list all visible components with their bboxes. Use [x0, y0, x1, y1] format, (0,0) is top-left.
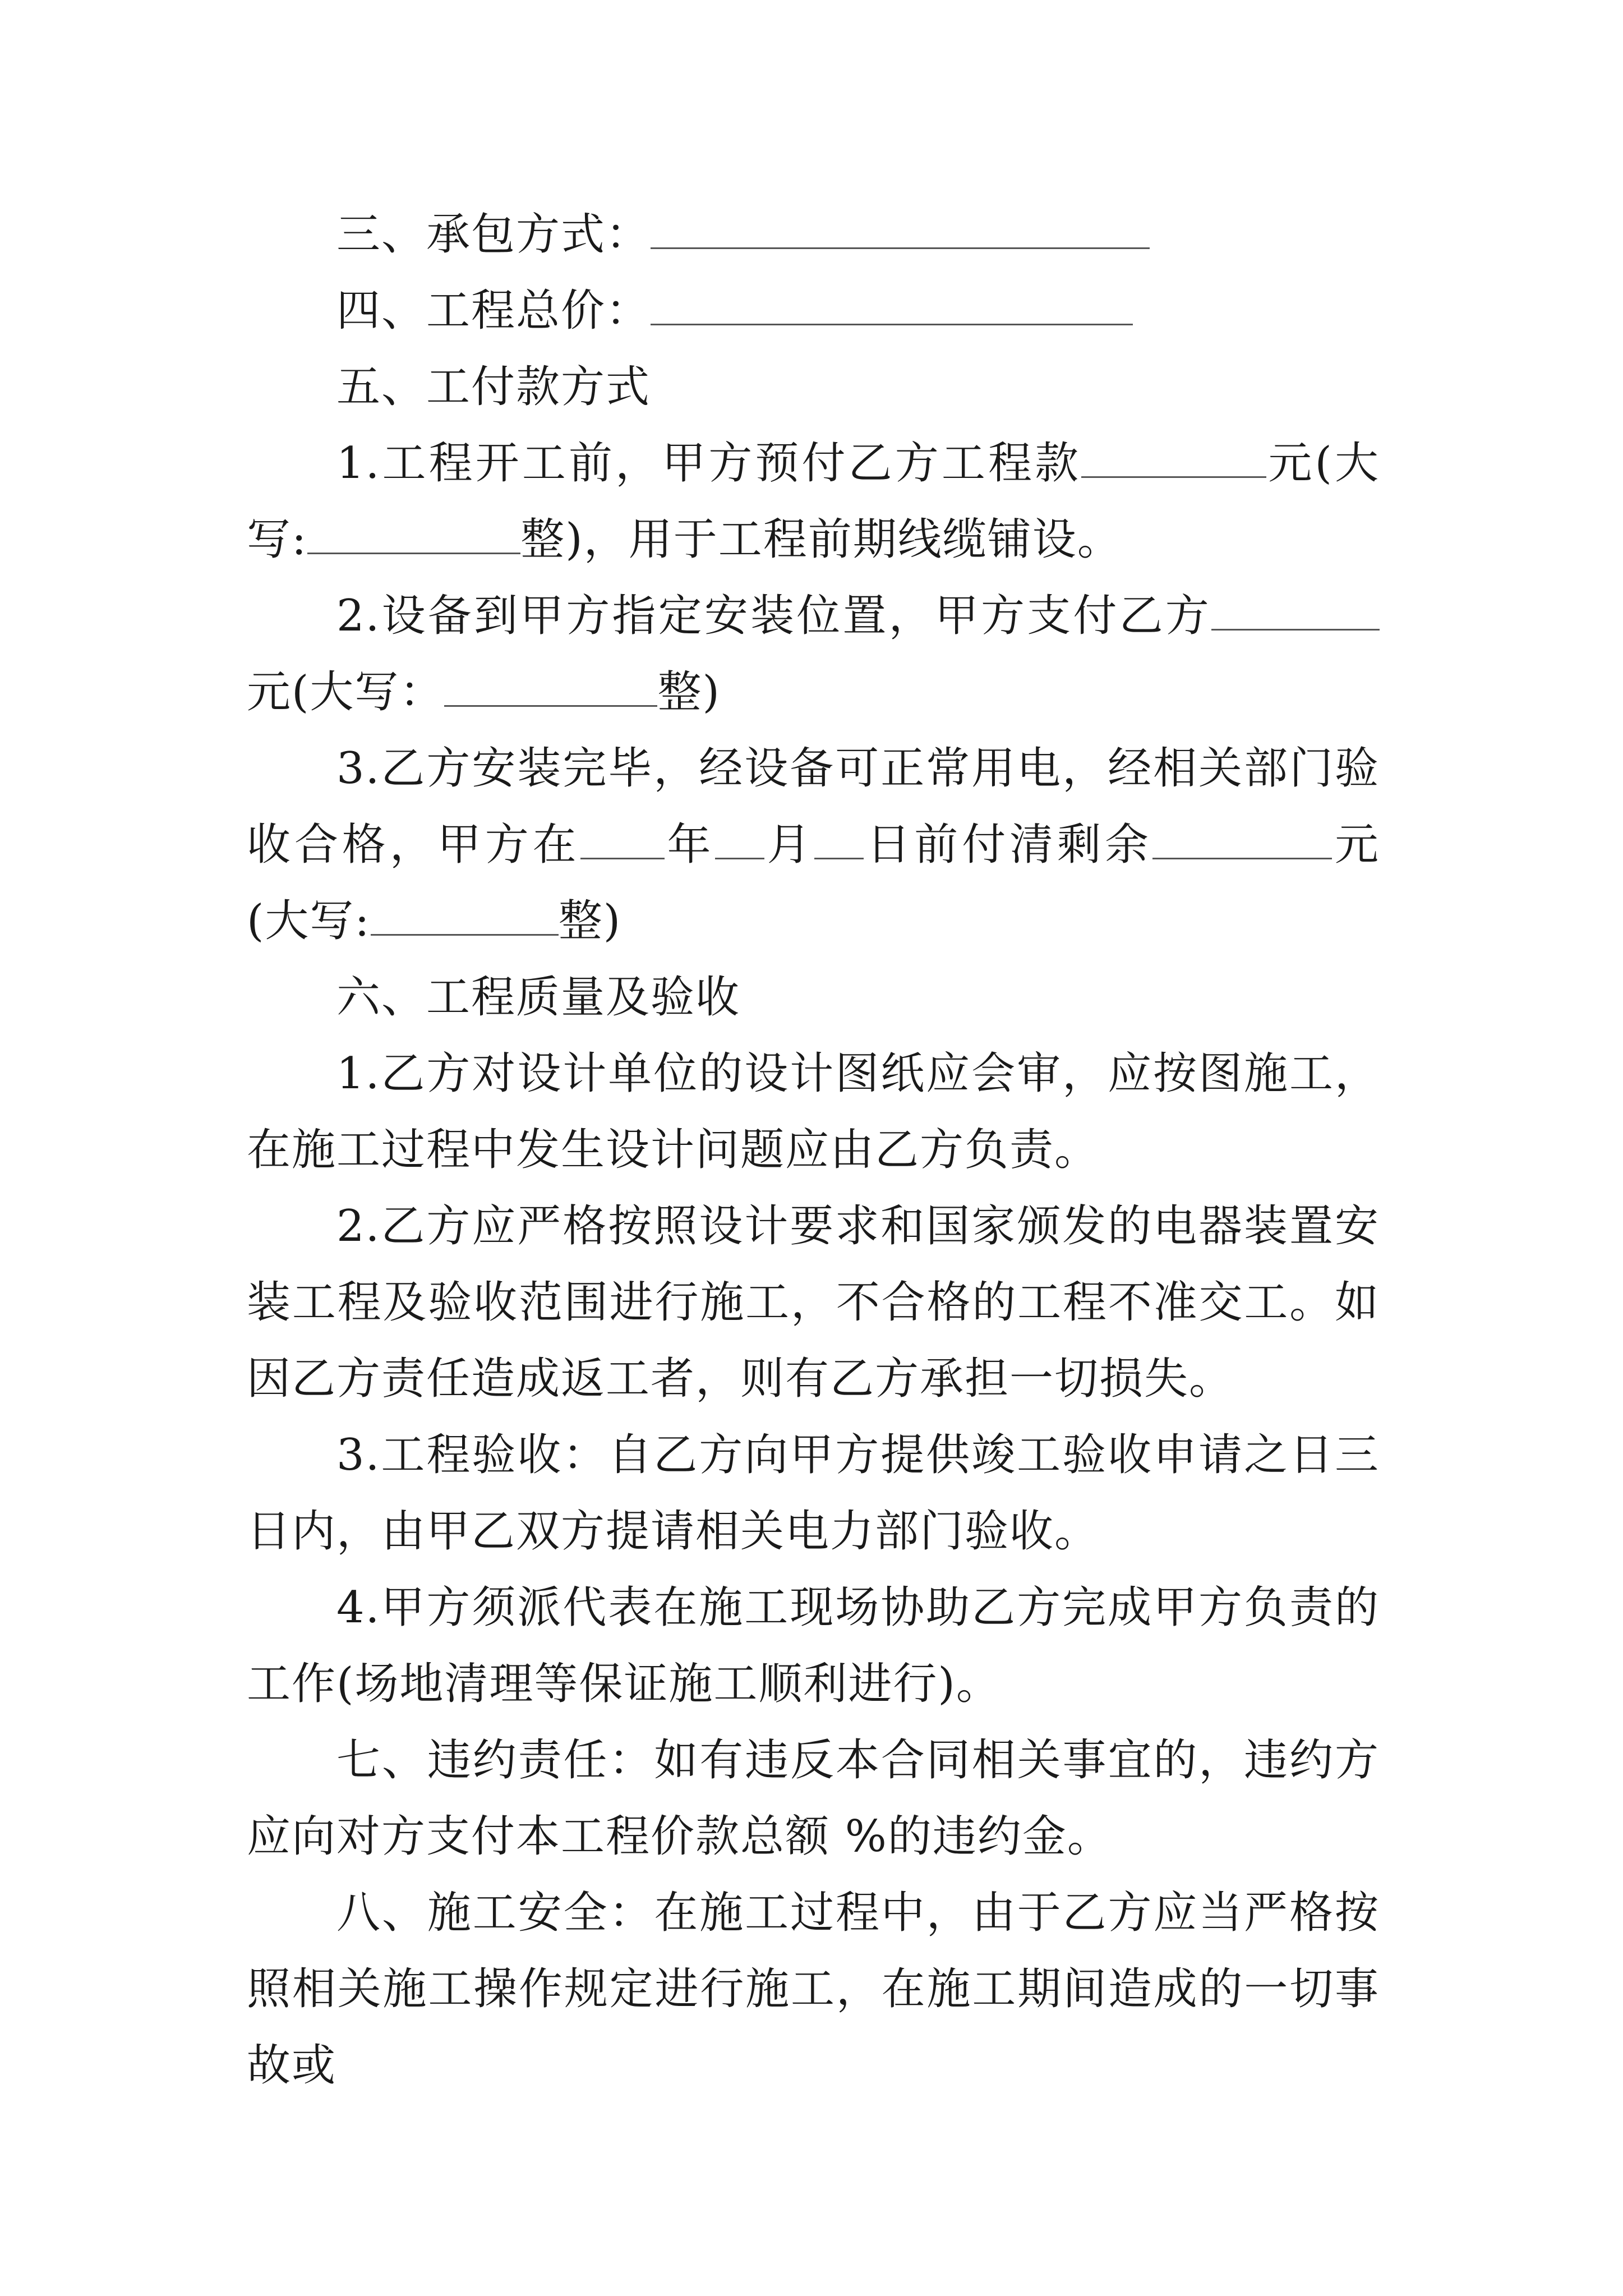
payment-1-text: 1.工程开工前，甲方预付乙方工程款	[336, 438, 1082, 489]
paragraph-quality-heading	[247, 959, 1380, 1036]
paragraph-quality-1	[247, 1036, 1380, 1188]
quality-1-text: 1.乙方对设计单位的设计图纸应会审，应按图施工，在施工过程中发生设计问题应由乙方负责。	[247, 1048, 1380, 1175]
payment-1-unit: 元(大写:	[247, 438, 1380, 565]
payment-2-tail: 整)	[657, 667, 721, 717]
payment-3-month-blank	[715, 817, 764, 859]
quality-2-text: 2.乙方应严格按照设计要求和国家颁发的电器装置安装工程及验收范围进行施工，不合格的工程不准交工。如因乙方责任造成返工者，则有乙方承担一切损失。	[247, 1201, 1380, 1404]
payment-2-amount-blank	[1211, 588, 1380, 631]
quality-heading: 六、工程质量及验收	[336, 972, 741, 1023]
paragraph-quality-2	[247, 1188, 1380, 1417]
quality-4-text: 4.甲方须派代表在施工现场协助乙方完成甲方负责的工作(场地清理等保证施工顺利进行)。	[247, 1582, 1380, 1709]
paragraph-payment-1	[247, 425, 1380, 578]
payment-1-words-blank	[307, 512, 520, 554]
paragraph-contract-method	[247, 196, 1380, 273]
contract-body	[247, 196, 1380, 2104]
paragraph-quality-4	[247, 1570, 1380, 1722]
payment-2-unit: 元(大写：	[247, 667, 445, 717]
total-price-blank	[651, 283, 1133, 325]
contract-method-blank	[651, 207, 1150, 249]
paragraph-safety	[247, 1875, 1380, 2104]
payment-3-tail: 整)	[558, 896, 622, 946]
payment-2-words-blank	[444, 665, 657, 707]
contract-method-label: 三、承包方式：	[336, 209, 651, 260]
paragraph-payment-3	[247, 730, 1380, 959]
payment-3-unit: 元(大写:	[247, 820, 1380, 946]
quality-3-text: 3.工程验收：自乙方向甲方提供竣工验收申请之日三日内，由甲乙双方提请相关电力部门验收。	[247, 1430, 1380, 1557]
safety-text: 八、施工安全：在施工过程中，由于乙方应当严格按照相关施工操作规定进行施工，在施工期间造成的一切事故或	[247, 1888, 1380, 2091]
payment-3-amount-blank	[1152, 817, 1332, 859]
payment-3-words-blank	[371, 894, 559, 936]
breach-text: 七、违约责任：如有违反本合同相关事宜的，违约方应向对方支付本工程价款总额 %的违约金。	[247, 1735, 1380, 1862]
paragraph-total-price	[247, 273, 1380, 349]
payment-heading: 五、工付款方式	[336, 362, 651, 412]
payment-3-day-blank	[814, 817, 864, 859]
payment-3-text: 3.乙方安装完毕，经设备可正常用电，经相关部门验收合格，甲方在	[247, 743, 1380, 870]
paragraph-payment-heading	[247, 349, 1380, 425]
payment-3-year: 年	[664, 820, 715, 870]
payment-2-text: 2.设备到甲方指定安装位置，甲方支付乙方	[336, 591, 1211, 641]
paragraph-payment-2	[247, 578, 1380, 730]
paragraph-breach	[247, 1722, 1380, 1875]
payment-3-remaining: 日前付清剩余	[864, 820, 1152, 870]
payment-1-amount-blank	[1081, 436, 1266, 478]
payment-1-tail: 整)，用于工程前期线缆铺设。	[520, 514, 1122, 565]
total-price-label: 四、工程总价：	[336, 286, 651, 336]
paragraph-quality-3	[247, 1417, 1380, 1570]
payment-3-year-blank	[580, 817, 665, 859]
payment-3-month: 月	[764, 820, 815, 870]
